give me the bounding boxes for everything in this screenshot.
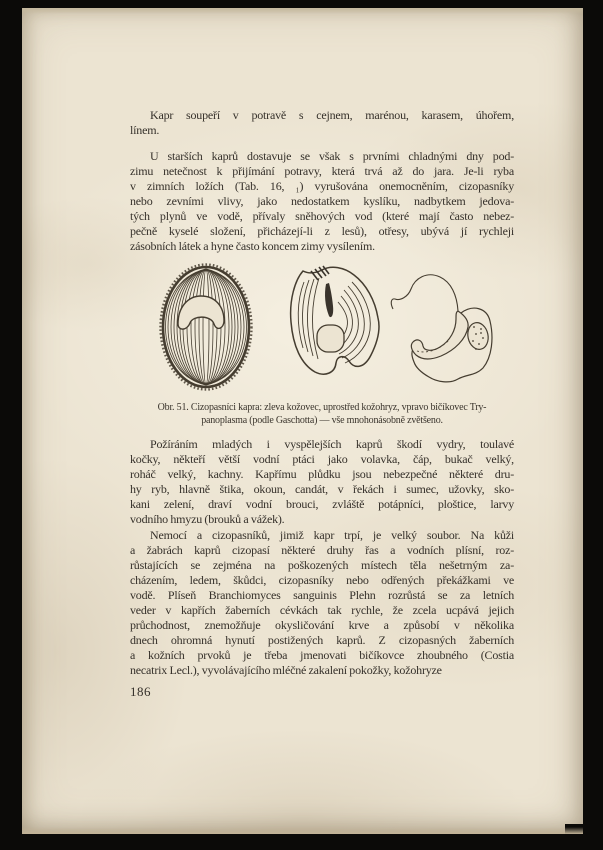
kozohryz-illustration (291, 266, 379, 374)
text-line: a kožních prvoků je třeba jmenovati bičíkovce zhoubného (Costia (130, 648, 514, 662)
trypanoplasma-flagellum (391, 275, 458, 311)
text-line: roháč velký, kachny. Kapřímu plůdku jsou nebezpečné některé dru- (130, 467, 514, 481)
text-line: kani zelení, draví vodní brouci, zvláště potápníci, ploštice, larvy (130, 497, 514, 511)
paragraph-3 (130, 437, 514, 527)
text-line: zimu netečnost k přijímání potravy, která trvá až do jara. Je-li ryba (130, 164, 514, 178)
page-number: 186 (130, 684, 151, 699)
text-line: průchodnost, znemožňuje okysličování krve a způsobí v několika (130, 618, 514, 632)
text-line: cházením, ledem, škůdci, cizopasníky nebo odřených překážkami ve (130, 573, 514, 587)
text-line: dnech ohromná hynutí postižených kaprů. Z cizopasných žaberních (130, 633, 514, 647)
text-line: Obr. 51. Cizopasníci kapra: zleva kožovec, uprostřed kožohryz, vpravo bičíkovec Try- (157, 402, 487, 413)
trypanoplasma-illustration (391, 275, 492, 382)
kozovec-illustration (161, 265, 252, 390)
text-line: panoplasma (podle Gaschotta) — vše mnohonásobně zvětšeno. (201, 414, 443, 426)
figure-obr-51 (145, 258, 515, 406)
text-line: vodě. Plíseň Branchiomyces sanguinis Plehn rozrůstá se za letních (130, 588, 514, 602)
page-corner-notch (565, 824, 585, 837)
paragraph-1 (130, 108, 514, 138)
text-line: vodního hmyzu (brouků a vážek). (130, 512, 285, 526)
text-line: U starších kaprů dostavuje se však s prvními chladnými dny pod- (150, 149, 514, 163)
kozohryz-pharynx-rod (325, 283, 333, 317)
text-line: veder v kapřích žaberních cévkách tak rychle, že zcela ucpává jejich (130, 603, 514, 617)
text-line: v zimních ložích (Tab. 16, ₁) vyrušována onemocněním, cizopasníky (130, 179, 514, 193)
text-line: Požíráním mladých i vyspělejších kaprů škodí vydry, toulavé (150, 437, 514, 451)
text-line: hy ryb, hlavně štika, okoun, candát, v řekách i sumec, užovky, sko- (130, 482, 514, 496)
text-line: necatrix Lecl.), vyvolávajícího mléčné zakalení pokožky, kožohryze (130, 663, 442, 677)
text-line: Kapr soupeří v potravě s cejnem, marénou, karasem, úhořem, (150, 108, 514, 122)
figure-caption (110, 402, 534, 427)
text-line: línem. (130, 123, 160, 137)
trypanoplasma-body (411, 311, 468, 359)
text-line: růstajících se zejména na poškozených místech těla nešetrným za- (130, 558, 514, 572)
paragraph-4 (130, 528, 514, 678)
text-line: a žabrách kaprů cizopasí některé druhy řas a vodních plísní, roz- (130, 543, 514, 557)
book-page (22, 8, 583, 834)
text-line: Nemocí a cizopasníků, jimiž kapr trpí, je velký soubor. Na kůži (150, 528, 514, 542)
paragraph-2 (130, 149, 514, 254)
text-line: zásobních látek a hyne často koncem zimy vysílením. (130, 239, 375, 253)
text-line: nebo zevními vlivy, jako nedostatkem kyslíku, nadbytkem jedova- (130, 194, 514, 208)
text-line: pečně kyselé složení, přicházejí-li z lesů), otřesy, ubývá jí rychleji (130, 224, 514, 238)
text-line: kočky, někteří větší vodní ptáci jako volavka, čáp, bukač velký, (130, 452, 514, 466)
text-line: tých plynů ve vodě, přívaly sněhových vod (které mají často nebez- (130, 209, 514, 223)
trypanoplasma-kinetoplast (465, 321, 490, 352)
kozovec-nucleus (178, 296, 224, 329)
kozohryz-nucleus (317, 325, 344, 352)
